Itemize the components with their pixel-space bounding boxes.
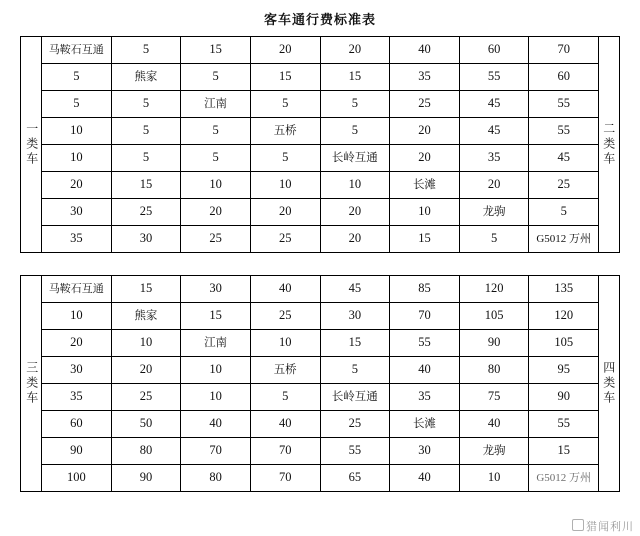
- station-name-cell: 龙驹: [459, 438, 529, 465]
- toll-fee-cell: 30: [390, 438, 460, 465]
- toll-fee-cell: 70: [250, 465, 320, 492]
- toll-fee-cell: 80: [459, 357, 529, 384]
- toll-fee-cell: 40: [390, 465, 460, 492]
- toll-fee-cell: 55: [459, 64, 529, 91]
- toll-fee-cell: 25: [390, 91, 460, 118]
- toll-fee-cell: 30: [111, 226, 181, 253]
- table-row: [42, 384, 599, 411]
- toll-fee-cell: 70: [529, 37, 599, 64]
- lower-left-class-label: [20, 275, 42, 492]
- toll-fee-cell: 35: [390, 384, 460, 411]
- upper-matrix-body: [42, 37, 599, 253]
- toll-fee-cell: 10: [250, 172, 320, 199]
- toll-fee-cell: 55: [390, 330, 460, 357]
- station-name-cell: 五桥: [250, 357, 320, 384]
- toll-fee-cell: 20: [459, 172, 529, 199]
- toll-fee-cell: 20: [320, 37, 390, 64]
- table-row: [42, 276, 599, 303]
- table-row: [42, 303, 599, 330]
- toll-fee-cell: 25: [111, 384, 181, 411]
- toll-fee-cell: 35: [390, 64, 460, 91]
- table-row: [42, 357, 599, 384]
- lower-matrix-body: [42, 276, 599, 492]
- toll-fee-cell: 40: [459, 411, 529, 438]
- toll-fee-cell: 45: [529, 145, 599, 172]
- toll-fee-cell: 50: [111, 411, 181, 438]
- toll-fee-cell: 15: [111, 172, 181, 199]
- toll-fee-cell: 10: [42, 118, 112, 145]
- toll-fee-cell: 25: [111, 199, 181, 226]
- toll-fee-cell: 95: [529, 357, 599, 384]
- toll-fee-cell: 80: [181, 465, 251, 492]
- toll-fee-cell: 65: [320, 465, 390, 492]
- lower-left-class-label-text: 三类车: [24, 361, 39, 406]
- toll-fee-cell: 10: [111, 330, 181, 357]
- toll-fee-cell: 5: [42, 64, 112, 91]
- watermark-text: 猎闻利川: [586, 521, 634, 533]
- station-name-cell: 长滩: [390, 172, 460, 199]
- toll-fee-cell: 35: [42, 384, 112, 411]
- toll-fee-cell: 5: [250, 384, 320, 411]
- toll-fee-cell: 5: [320, 118, 390, 145]
- table-row: [42, 330, 599, 357]
- toll-fee-cell: 35: [42, 226, 112, 253]
- station-name-cell: 龙驹: [459, 199, 529, 226]
- toll-fee-cell: 15: [390, 226, 460, 253]
- toll-fee-cell: 25: [250, 303, 320, 330]
- station-name-cell: 江南: [181, 330, 251, 357]
- toll-fee-cell: 60: [529, 64, 599, 91]
- lower-right-class-label: [598, 275, 620, 492]
- toll-fee-cell: 25: [529, 172, 599, 199]
- toll-fee-cell: 5: [181, 118, 251, 145]
- station-name-cell: 马鞍石互通: [42, 37, 112, 64]
- table-row: [42, 91, 599, 118]
- document-page: [0, 9, 640, 536]
- toll-fee-cell: 40: [250, 411, 320, 438]
- toll-fee-cell: 20: [390, 118, 460, 145]
- toll-fee-cell: 5: [111, 118, 181, 145]
- toll-fee-cell: 30: [42, 199, 112, 226]
- toll-fee-cell: 10: [181, 172, 251, 199]
- toll-fee-cell: 25: [181, 226, 251, 253]
- toll-fee-cell: 5: [529, 199, 599, 226]
- toll-fee-cell: 55: [529, 91, 599, 118]
- toll-fee-cell: 40: [181, 411, 251, 438]
- toll-fee-cell: 25: [250, 226, 320, 253]
- toll-table-lower: [20, 275, 620, 492]
- toll-fee-cell: 15: [320, 330, 390, 357]
- toll-fee-cell: 10: [42, 303, 112, 330]
- table-row: [42, 226, 599, 253]
- toll-fee-cell: 10: [459, 465, 529, 492]
- station-name-cell: 熊家: [111, 64, 181, 91]
- toll-fee-cell: 15: [181, 37, 251, 64]
- table-row: [42, 64, 599, 91]
- toll-fee-cell: 60: [42, 411, 112, 438]
- toll-fee-cell: 55: [529, 411, 599, 438]
- toll-fee-cell: 45: [459, 91, 529, 118]
- lower-right-class-label-text: 四类车: [601, 361, 616, 406]
- toll-fee-cell: 90: [111, 465, 181, 492]
- toll-fee-cell: 15: [250, 64, 320, 91]
- toll-fee-cell: 120: [459, 276, 529, 303]
- toll-fee-cell: 120: [529, 303, 599, 330]
- toll-fee-cell: 20: [111, 357, 181, 384]
- toll-fee-cell: 85: [390, 276, 460, 303]
- table-row: [42, 118, 599, 145]
- toll-fee-cell: 5: [459, 226, 529, 253]
- toll-fee-cell: 10: [42, 145, 112, 172]
- toll-fee-cell: 135: [529, 276, 599, 303]
- toll-fee-cell: 105: [459, 303, 529, 330]
- toll-fee-cell: 40: [390, 357, 460, 384]
- toll-fee-cell: 20: [250, 37, 320, 64]
- toll-fee-cell: 20: [320, 226, 390, 253]
- toll-fee-cell: 30: [181, 276, 251, 303]
- toll-fee-cell: 90: [459, 330, 529, 357]
- toll-fee-cell: 80: [111, 438, 181, 465]
- app-icon: [572, 519, 584, 531]
- toll-fee-cell: 105: [529, 330, 599, 357]
- toll-fee-cell: 5: [42, 91, 112, 118]
- toll-fee-cell: 55: [529, 118, 599, 145]
- station-name-cell: 熊家: [111, 303, 181, 330]
- toll-fee-cell: 5: [320, 91, 390, 118]
- station-name-cell: 长滩: [390, 411, 460, 438]
- toll-fee-cell: 10: [181, 384, 251, 411]
- toll-fee-cell: 10: [181, 357, 251, 384]
- toll-fee-cell: 70: [250, 438, 320, 465]
- upper-right-class-label-text: 二类车: [601, 122, 616, 167]
- table-row: [42, 465, 599, 492]
- station-name-cell: 五桥: [250, 118, 320, 145]
- station-name-cell: 马鞍石互通: [42, 276, 112, 303]
- toll-fee-cell: 45: [459, 118, 529, 145]
- toll-fee-cell: 75: [459, 384, 529, 411]
- upper-right-class-label: [598, 36, 620, 253]
- table-row: [42, 438, 599, 465]
- toll-fee-cell: 25: [320, 411, 390, 438]
- toll-fee-cell: 5: [250, 145, 320, 172]
- page-title: 客车通行费标准表: [263, 12, 376, 27]
- toll-fee-cell: 5: [111, 91, 181, 118]
- toll-fee-cell: 10: [390, 199, 460, 226]
- toll-fee-cell: 40: [390, 37, 460, 64]
- toll-fee-cell: 45: [320, 276, 390, 303]
- toll-fee-cell: 70: [181, 438, 251, 465]
- station-name-cell: 江南: [181, 91, 251, 118]
- toll-fee-cell: 35: [459, 145, 529, 172]
- toll-fee-cell: 5: [181, 64, 251, 91]
- station-name-cell: 长岭互通: [320, 145, 390, 172]
- toll-fee-cell: 30: [320, 303, 390, 330]
- toll-fee-cell: 15: [529, 438, 599, 465]
- toll-fee-cell: 5: [181, 145, 251, 172]
- toll-fee-cell: 10: [250, 330, 320, 357]
- toll-fee-cell: 10: [320, 172, 390, 199]
- toll-table-upper: [20, 36, 620, 253]
- toll-fee-cell: 20: [42, 172, 112, 199]
- toll-fee-cell: 20: [250, 199, 320, 226]
- toll-fee-cell: 55: [320, 438, 390, 465]
- upper-left-class-label: [20, 36, 42, 253]
- toll-fee-cell: 70: [390, 303, 460, 330]
- upper-left-class-label-text: 一类车: [24, 122, 39, 167]
- toll-fee-cell: 15: [320, 64, 390, 91]
- toll-fee-cell: 60: [459, 37, 529, 64]
- lower-toll-matrix: [41, 275, 599, 492]
- toll-fee-cell: 30: [42, 357, 112, 384]
- toll-fee-cell: 5: [250, 91, 320, 118]
- toll-fee-cell: 5: [320, 357, 390, 384]
- upper-toll-matrix: [41, 36, 599, 253]
- toll-fee-cell: 100: [42, 465, 112, 492]
- table-row: [42, 411, 599, 438]
- station-name-cell: G5012 万州: [529, 226, 599, 253]
- toll-fee-cell: 15: [181, 303, 251, 330]
- toll-fee-cell: 20: [390, 145, 460, 172]
- station-name-cell: G5012 万州: [529, 465, 599, 492]
- toll-fee-cell: 5: [111, 145, 181, 172]
- station-name-cell: 长岭互通: [320, 384, 390, 411]
- toll-fee-cell: 15: [111, 276, 181, 303]
- toll-fee-cell: 20: [181, 199, 251, 226]
- toll-fee-cell: 90: [529, 384, 599, 411]
- table-row: [42, 145, 599, 172]
- toll-fee-cell: 90: [42, 438, 112, 465]
- watermark: [572, 518, 634, 534]
- table-row: [42, 37, 599, 64]
- toll-fee-cell: 40: [250, 276, 320, 303]
- toll-fee-cell: 20: [320, 199, 390, 226]
- toll-fee-cell: 5: [111, 37, 181, 64]
- table-row: [42, 199, 599, 226]
- table-row: [42, 172, 599, 199]
- toll-fee-cell: 20: [42, 330, 112, 357]
